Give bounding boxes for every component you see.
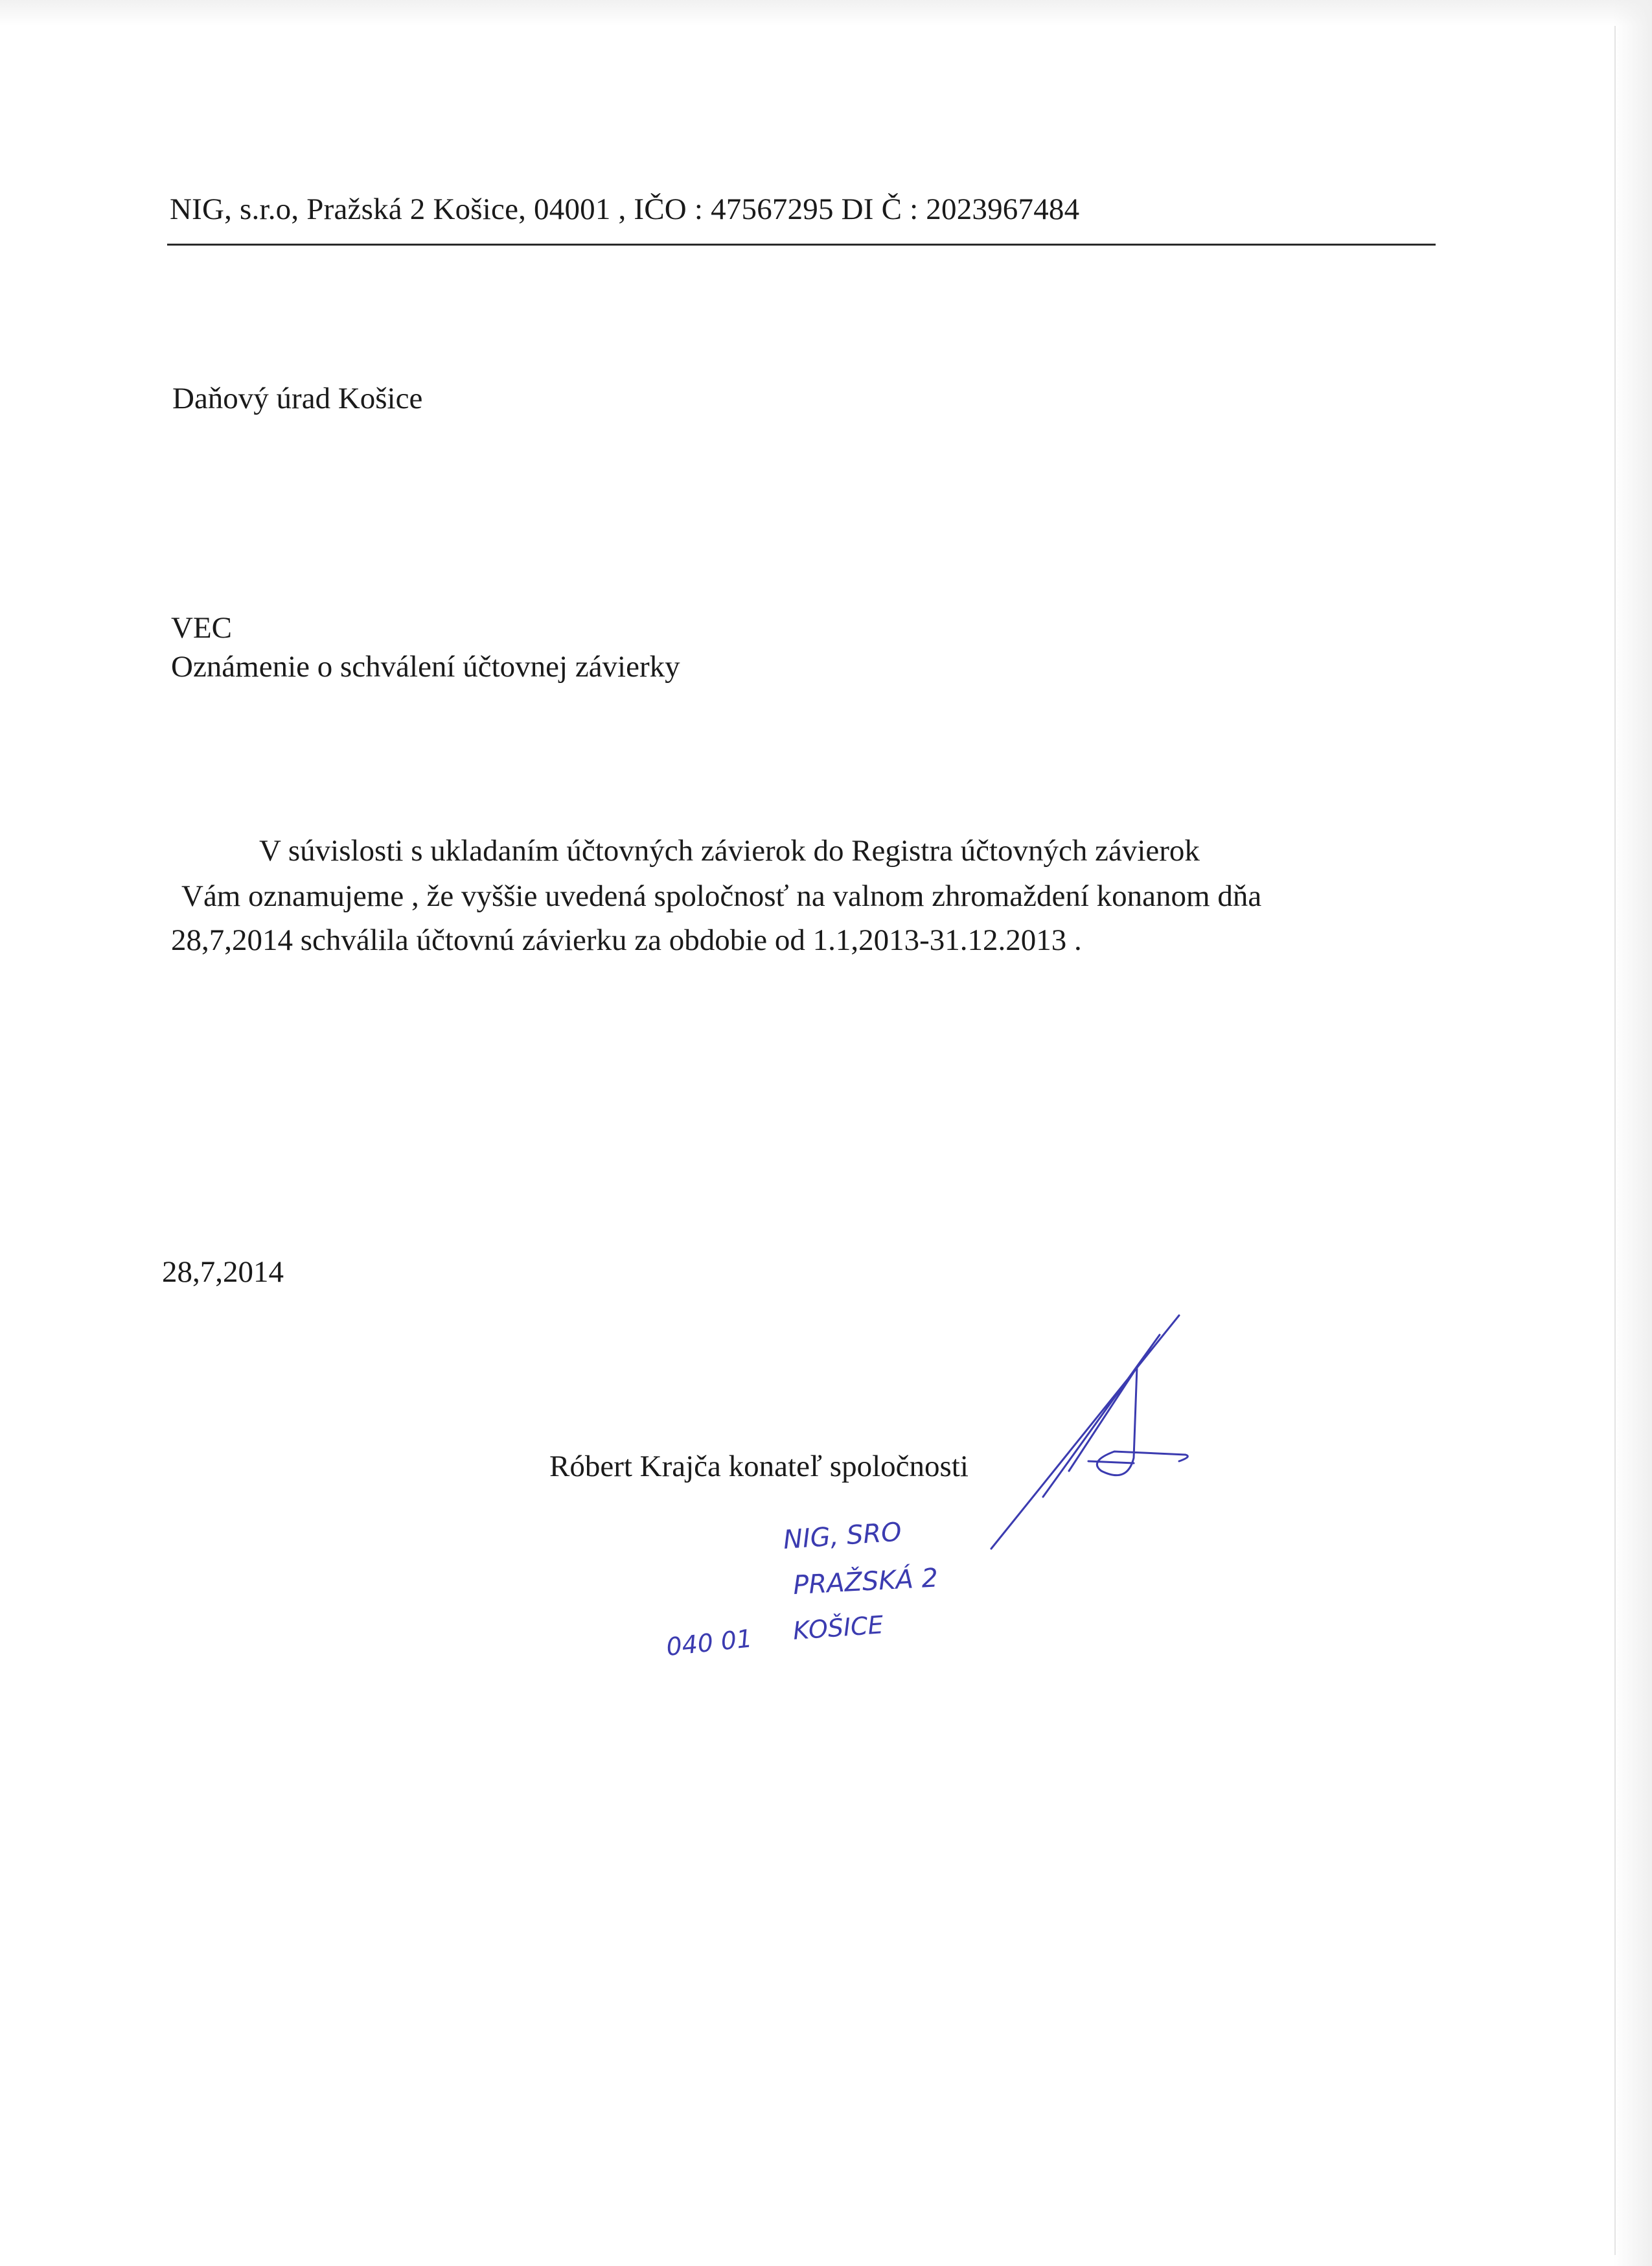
letterhead-rule xyxy=(167,244,1436,246)
subject-label: VEC xyxy=(171,611,232,645)
svg-text:NIG, SRO: NIG, SRO xyxy=(782,1517,903,1555)
signatory: Róbert Krajča konateľ spoločnosti xyxy=(549,1450,969,1483)
body-line: Vám oznamujeme , že vyššie uvedená spoločnosť na valnom zhromaždení konanom dňa xyxy=(181,879,1262,913)
handwritten-stamp xyxy=(661,1510,985,1665)
svg-text:040 01: 040 01 xyxy=(665,1624,754,1661)
scan-edge-right xyxy=(1613,0,1652,2266)
scan-edge-top xyxy=(0,0,1652,26)
handwritten-signature xyxy=(972,1296,1218,1555)
scan-line-right xyxy=(1614,26,1616,2255)
letterhead: NIG, s.r.o, Pražská 2 Košice, 04001 , IČO : 47567295 DI Č : 2023967484 xyxy=(170,192,1080,226)
svg-text:PRAŽSKÁ 2: PRAŽSKÁ 2 xyxy=(792,1563,939,1601)
body-line: 28,7,2014 schválila účtovnú závierku za obdobie od 1.1,2013-31.12.2013 . xyxy=(171,923,1082,957)
recipient: Daňový úrad Košice xyxy=(172,382,423,415)
svg-text:KOŠICE: KOŠICE xyxy=(792,1610,884,1645)
letter-date: 28,7,2014 xyxy=(162,1255,284,1289)
subject-title: Oznámenie o schválení účtovnej závierky xyxy=(171,650,680,684)
body-line: V súvislosti s ukladaním účtovných závierok do Registra účtovných závierok xyxy=(259,834,1200,868)
